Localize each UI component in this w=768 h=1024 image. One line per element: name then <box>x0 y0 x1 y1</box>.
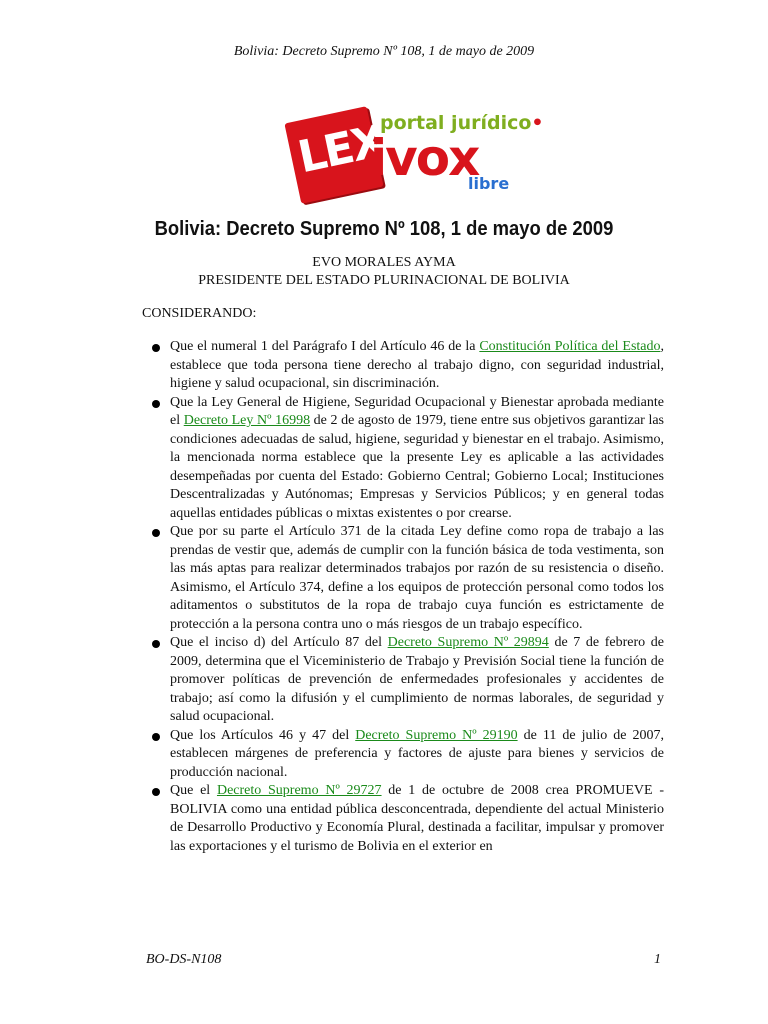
item-text-post: de 11 de julio de 2007, establecen márgenes de preferencia y factores de ajuste para bienes y servicios de producción nacional. <box>170 727 664 780</box>
item-text-pre: Que el <box>170 783 217 798</box>
item-text-post: de 2 de agosto de 1979, tiene entre sus objetivos garantizar las condiciones adecuadas de salud, higiene, seguridad y bienestar en el trabajo. Asimismo, la mencionada norma establece que la presente Ley es aplicable a las actividades desempeñadas por cuenta del Estado: Gobierno Central; Gobierno Local; Instituciones Descentralizadas y Autónomas; Empresas y Servicios Públicos; y en general todas aquellas entidades públicas o mixtas existentes o por crearse. <box>170 413 664 521</box>
list-item <box>144 394 664 524</box>
bullet-icon <box>152 640 160 648</box>
bullet-icon <box>152 529 160 537</box>
document-title: Bolivia: Decreto Supremo Nº 108, 1 de mayo de 2009 <box>154 218 614 240</box>
law-link[interactable]: Decreto Supremo Nº 29727 <box>216 783 382 798</box>
list-item <box>144 338 664 394</box>
law-link[interactable]: Decreto Supremo Nº 29190 <box>355 727 518 743</box>
footer-document-code: BO-DS-N108 <box>146 952 222 967</box>
item-text-post: de 1 de octubre de 2008 crea PROMUEVE - BOLIVIA como una entidad pública desconcentrada, dependiente del actual Ministerio de Desarrollo Productivo y Economía Plural, destinada a facilitar, impulsar y promover las exportaciones y el turismo de Bolivia en el exterior en <box>170 783 664 854</box>
signer-role: PRESIDENTE DEL ESTADO PLURINACIONAL DE BOLIVIA <box>198 273 570 288</box>
list-item <box>144 634 664 727</box>
logo-vox-text: ivox <box>370 129 479 187</box>
law-link[interactable]: Constitución Política del Estado <box>479 339 661 354</box>
list-item <box>144 782 664 856</box>
bullet-icon <box>152 733 160 741</box>
logo-dot-icon: • <box>531 112 544 134</box>
item-text-post: de 7 de febrero de 2009, determina que el Viceministerio de Trabajo y Previsión Social tiene la función de promover políticas de prevención de enfermedades profesionales y accidentes de trabajo; así como la difusión y el cumplimiento de normas laborales, de seguridad y salud ocupacional. <box>170 635 664 724</box>
considerando-list <box>144 338 664 856</box>
list-item <box>144 523 664 634</box>
bullet-icon <box>152 344 160 352</box>
signer-name: EVO MORALES AYMA <box>312 255 456 270</box>
running-header: Bolivia: Decreto Supremo Nº 108, 1 de mayo de 2009 <box>233 44 535 59</box>
logo-lex-text: LEX <box>293 115 389 184</box>
item-text: Que por su parte el Artículo 371 de la citada Ley define como ropa de trabajo a las prendas de vestir que, además de cumplir con la función básica de toda vestimenta, son las más aptas para realizar determinados trabajos por razón de su resistencia o diseño. Asimismo, el Artículo 374, define a los equipos de protección personal como todos los aditamentos o substitutos de la ropa de trabajo cuya función es estrictamente de protección a la persona contra uno o más riesgos de un trabajo específico. <box>170 524 664 632</box>
bullet-icon <box>152 788 160 796</box>
item-text-pre: Que el numeral 1 del Parágrafo I del Artículo 46 de la <box>170 339 480 354</box>
law-link[interactable]: Decreto Ley Nº 16998 <box>183 413 311 428</box>
item-text-pre: Que el inciso d) del Artículo 87 del <box>170 635 388 650</box>
item-text-pre: Que la Ley General de Higiene, Seguridad Ocupacional y Bienestar aprobada mediante el <box>170 394 664 428</box>
list-item <box>144 727 664 783</box>
lexivox-logo[interactable] <box>292 104 544 200</box>
signers-block <box>0 254 768 290</box>
considerando-heading: CONSIDERANDO: <box>142 306 257 321</box>
logo-libre-text: libre <box>468 174 510 193</box>
bullet-icon <box>152 400 160 408</box>
footer-page-number: 1 <box>654 952 661 967</box>
logo-portal-label: portal jurídico <box>380 112 532 134</box>
item-text-post: , establece que toda persona tiene derecho al trabajo digno, con seguridad industrial, higiene y salud ocupacional, sin discriminación. <box>170 339 665 391</box>
law-link[interactable]: Decreto Supremo Nº 29894 <box>387 635 549 650</box>
item-text-pre: Que los Artículos 46 y 47 del <box>170 727 356 743</box>
